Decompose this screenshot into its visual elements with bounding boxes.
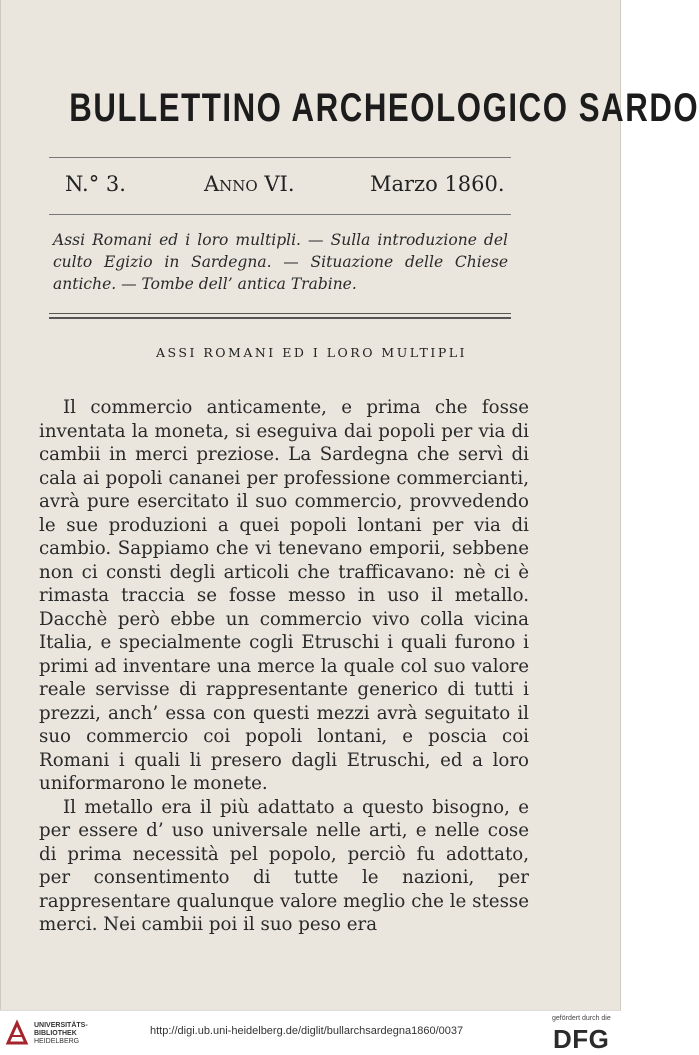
university-logo-icon	[6, 1021, 28, 1045]
dfg-logo: DFG	[553, 1024, 610, 1054]
divider-rule	[49, 214, 511, 215]
viewer-footer	[0, 1010, 621, 1054]
institution-name: UNIVERSITÄTS- BIBLIOTHEK HEIDELBERG	[34, 1022, 88, 1045]
journal-masthead: BULLETTINO ARCHEOLOGICO SARDO	[69, 86, 699, 130]
paragraph: Il commercio anticamente, e prima che fosse inventata la moneta, si eseguiva dai popoli per via di cambii in merci preziose. La Sardegna che servì di cala ai popoli cananei per professione commercianti, avrà pure esercitato il suo commercio, provvedendo le sue produzioni a quei popoli lontani per via di cambio. Sappiamo che vi tenevano emporii, sebbene non ci consti degli articoli che trafficavano: nè ci è rimasta traccia se fosse messo in uso il metallo. Dacchè però ebbe un commercio vivo colla vicina Italia, e specialmente cogli Etruschi i quali furono i primi ad inventare una merce la quale col suo valore reale servisse di rappresentante generico di tutti i prezzi, anch’ essa con questi mezzi avrà seguitato il suo commercio coi popoli lontani, e poscia coi Romani i quali li presero dagli Etruschi, ed a loro uniformarono le monete.	[39, 397, 529, 794]
permalink-url[interactable]: http://digi.ub.uni-heidelberg.de/diglit/bullarchsardegna1860/0037	[150, 1025, 464, 1037]
divider-rule	[49, 157, 511, 158]
article-body	[39, 396, 529, 937]
article-heading: ASSI ROMANI ED I LORO MULTIPLI	[156, 345, 467, 360]
table-of-contents: Assi Romani ed i loro multipli. — Sulla introduzione del culto Egizio in Sardegna. — Situazione delle Chiese antiche. — Tombe dell’ antica Trabine.	[53, 231, 508, 293]
issue-year: Anno VI.	[204, 172, 295, 196]
issue-date: Marzo 1860.	[370, 172, 505, 196]
funding-note: gefördert durch die	[552, 1015, 611, 1022]
paragraph: Il metallo era il più adattato a questo bisogno, e per essere d’ uso universale nelle arti, e nelle cose di prima necessità pel popolo, perciò fu adottato, per consentimento di tutte le nazioni, per rappresentare qualunque valore meglio che le stesse merci. Nei cambii poi il suo peso era	[39, 796, 529, 935]
double-rule-top	[49, 313, 511, 314]
double-rule-bottom	[49, 317, 511, 319]
issue-number: N.° 3.	[65, 172, 126, 196]
